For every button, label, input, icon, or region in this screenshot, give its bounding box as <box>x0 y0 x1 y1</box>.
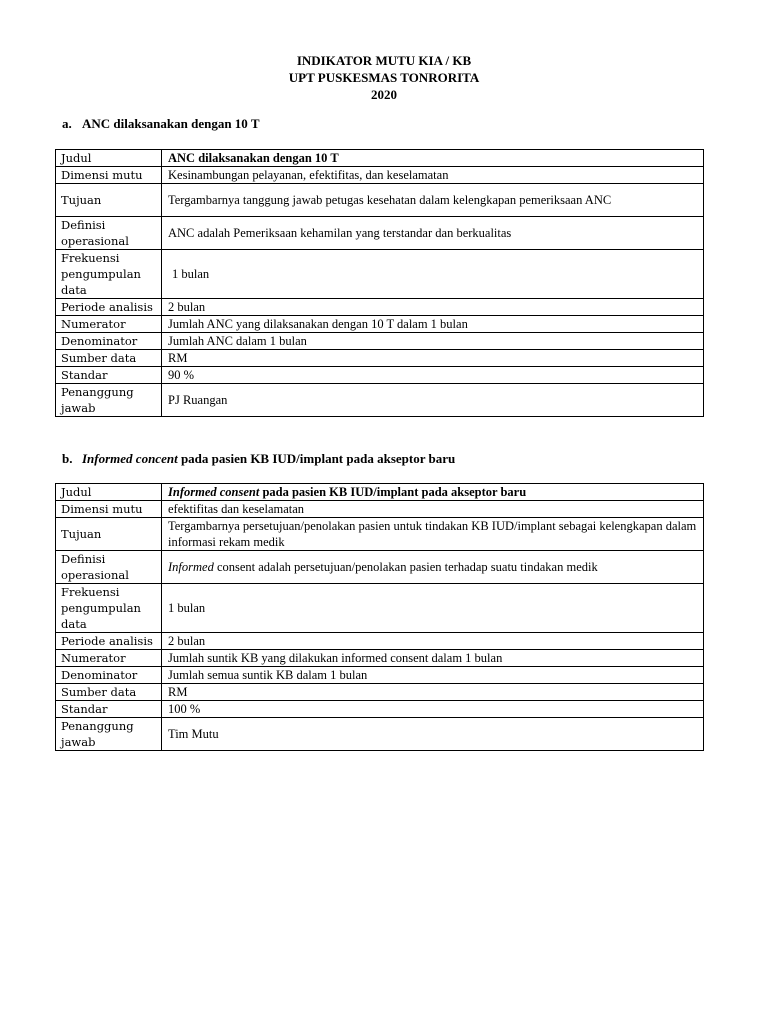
row-value: ANC adalah Pemeriksaan kehamilan yang terstandar dan berkualitas <box>162 217 704 250</box>
row-label: Periode analisis <box>56 633 162 650</box>
section-b-letter: b. <box>62 451 73 466</box>
row-label: Denominator <box>56 333 162 350</box>
row-value: efektifitas dan keselamatan <box>162 501 704 518</box>
section-b-title-italic: Informed concent <box>82 451 178 466</box>
table-row <box>56 667 704 684</box>
row-value: 100 % <box>162 701 704 718</box>
row-value: Tergambarnya persetujuan/penolakan pasien untuk tindakan KB IUD/implant sebagai kelengkapan dalam informasi rekam medik <box>162 518 704 551</box>
table-row <box>56 701 704 718</box>
table-row <box>56 650 704 667</box>
table-row <box>56 518 704 551</box>
row-value: Jumlah ANC dalam 1 bulan <box>162 333 704 350</box>
table-row <box>56 367 704 384</box>
row-label: Tujuan <box>56 518 162 551</box>
table-row <box>56 501 704 518</box>
row-label: Numerator <box>56 650 162 667</box>
section-b-heading <box>62 450 455 467</box>
section-b-title-rest: pada pasien KB IUD/implant pada akseptor baru <box>177 451 456 466</box>
table-row <box>56 299 704 316</box>
row-value: Jumlah semua suntik KB dalam 1 bulan <box>162 667 704 684</box>
section-a-title: ANC dilaksanakan dengan 10 T <box>82 116 260 131</box>
row-label: Tujuan <box>56 184 162 217</box>
indicator-table-b <box>55 483 704 751</box>
header-title: INDIKATOR MUTU KIA / KB <box>296 53 472 68</box>
row-label: Dimensi mutu <box>56 167 162 184</box>
table-row <box>56 250 704 299</box>
table-row <box>56 150 704 167</box>
row-label: Standar <box>56 701 162 718</box>
row-value-rest: pada pasien KB IUD/implant pada akseptor baru <box>259 485 527 499</box>
row-value <box>162 484 704 501</box>
table-row <box>56 384 704 417</box>
row-value: 90 % <box>162 367 704 384</box>
row-label: Denominator <box>56 667 162 684</box>
table-row <box>56 484 704 501</box>
row-value-italic: Informed <box>168 560 214 574</box>
row-value <box>162 551 704 584</box>
row-label: Numerator <box>56 316 162 333</box>
document-header <box>0 52 768 103</box>
row-label: Frekuensi pengumpulan data <box>56 584 162 633</box>
table-row <box>56 167 704 184</box>
row-label: Judul <box>56 484 162 501</box>
table-row <box>56 551 704 584</box>
row-label: Standar <box>56 367 162 384</box>
table-row <box>56 684 704 701</box>
indicator-table-a <box>55 149 704 417</box>
row-value: 2 bulan <box>162 299 704 316</box>
table-row <box>56 350 704 367</box>
table-row <box>56 584 704 633</box>
table-row <box>56 718 704 751</box>
table-row <box>56 633 704 650</box>
row-label: Definisi operasional <box>56 217 162 250</box>
row-value: RM <box>162 350 704 367</box>
row-value: Tim Mutu <box>162 718 704 751</box>
row-label: Penanggung jawab <box>56 718 162 751</box>
row-label: Dimensi mutu <box>56 501 162 518</box>
row-value: Jumlah suntik KB yang dilakukan informed consent dalam 1 bulan <box>162 650 704 667</box>
row-value-rest: consent adalah persetujuan/penolakan pasien terhadap suatu tindakan medik <box>213 560 598 574</box>
header-year: 2020 <box>371 87 397 102</box>
row-value: RM <box>162 684 704 701</box>
row-label: Sumber data <box>56 350 162 367</box>
table-row <box>56 333 704 350</box>
header-organization: UPT PUSKESMAS TONRORITA <box>288 70 480 85</box>
row-label: Sumber data <box>56 684 162 701</box>
table-row <box>56 217 704 250</box>
row-value: 1 bulan <box>162 584 704 633</box>
row-label: Periode analisis <box>56 299 162 316</box>
table-row <box>56 184 704 217</box>
row-label: Judul <box>56 150 162 167</box>
section-a-heading <box>62 115 260 132</box>
table-row <box>56 316 704 333</box>
row-label: Penanggung jawab <box>56 384 162 417</box>
row-label: Frekuensi pengumpulan data <box>56 250 162 299</box>
row-value: 2 bulan <box>162 633 704 650</box>
row-value-italic: Informed consent <box>168 485 260 499</box>
row-value: Tergambarnya tanggung jawab petugas kesehatan dalam kelengkapan pemeriksaan ANC <box>162 184 704 217</box>
row-label: Definisi operasional <box>56 551 162 584</box>
section-a-letter: a. <box>62 116 72 131</box>
row-value: 1 bulan <box>162 250 704 299</box>
row-value: Kesinambungan pelayanan, efektifitas, dan keselamatan <box>162 167 704 184</box>
row-value: Jumlah ANC yang dilaksanakan dengan 10 T dalam 1 bulan <box>162 316 704 333</box>
row-value: PJ Ruangan <box>162 384 704 417</box>
row-value: ANC dilaksanakan dengan 10 T <box>162 150 704 167</box>
